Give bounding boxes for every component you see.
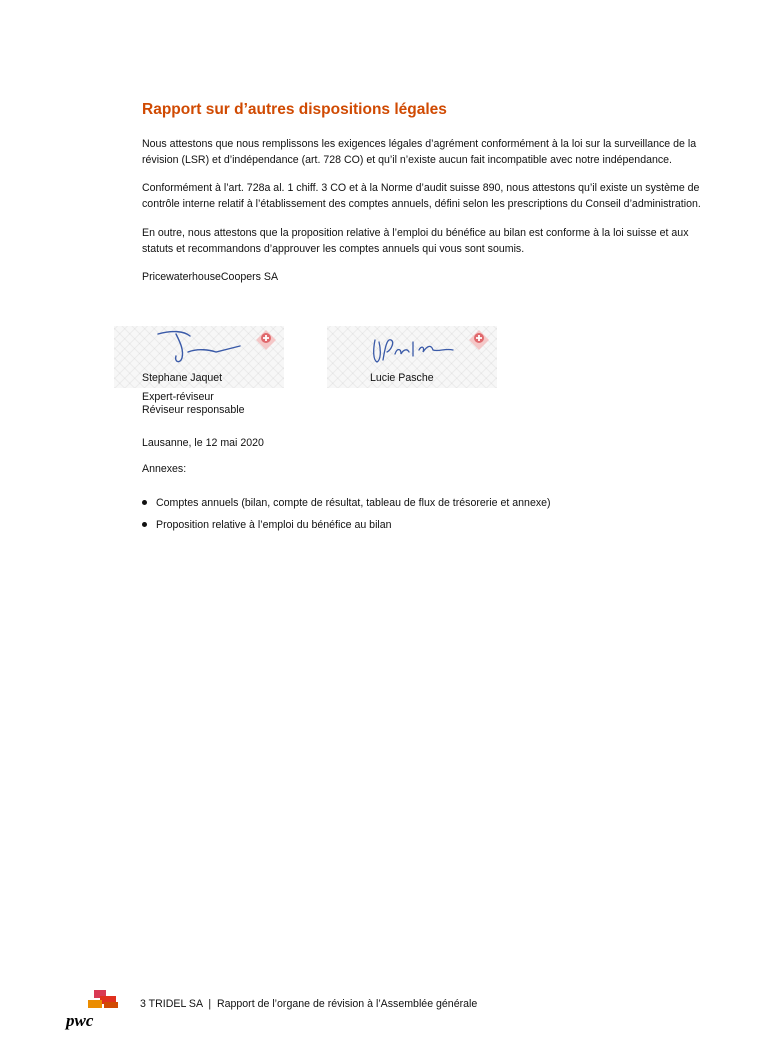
section-heading: Rapport sur d’autres dispositions légales — [142, 101, 447, 118]
footer-document-title: TRIDEL SA | Rapport de l’organe de révision à l’Assemblée générale — [148, 998, 478, 1010]
signature-jaquet — [154, 328, 244, 368]
annex-item: Proposition relative à l’emploi du bénéfice au bilan — [156, 519, 392, 531]
firm-name: PricewaterhouseCoopers SA — [142, 271, 279, 283]
signatory-title-responsible: Réviseur responsable — [142, 404, 245, 416]
signatory-name-pasche: Lucie Pasche — [370, 372, 434, 384]
pwc-logo-text: pwc — [66, 1011, 94, 1030]
paragraph-profit-appropriation: En outre, nous attestons que la proposition relative à l’emploi du bénéfice au bilan est conforme à la loi suisse et aux statuts et recommandons d’approuver les comptes annuels qui vous sont soumis. — [142, 227, 689, 255]
bullet-icon — [142, 522, 147, 527]
paragraph-internal-control: Conformément à l’art. 728a al. 1 chiff. 3 CO et à la Norme d’audit suisse 890, nous attestons qu’il existe un système de contrôle interne relatif à l’établissement des comptes annuels, défini selon les prescriptions du Conseil d’administration. — [142, 182, 701, 210]
signatory-name-jaquet: Stephane Jaquet — [142, 372, 223, 384]
place-date: Lausanne, le 12 mai 2020 — [142, 437, 264, 449]
annex-item: Comptes annuels (bilan, compte de résultat, tableau de flux de trésorerie et annexe) — [156, 497, 551, 509]
footer — [140, 998, 477, 1010]
signatory-title-expert: Expert-réviseur — [142, 391, 214, 403]
swiss-certificate-seal-icon — [468, 329, 490, 351]
signature-pasche — [369, 330, 459, 370]
pwc-logo — [64, 988, 120, 1030]
paragraph-independence: Nous attestons que nous remplissons les exigences légales d’agrément conformément à la loi sur la surveillance de la révision (LSR) et d’indépendance (art. 728 CO) et qu’il n’existe aucun fait incompatible avec notre indépendance. — [142, 138, 697, 166]
page-number: 3 — [140, 998, 146, 1010]
bullet-icon — [142, 500, 147, 505]
annexes-label: Annexes: — [142, 463, 187, 475]
swiss-certificate-seal-icon — [255, 329, 277, 351]
